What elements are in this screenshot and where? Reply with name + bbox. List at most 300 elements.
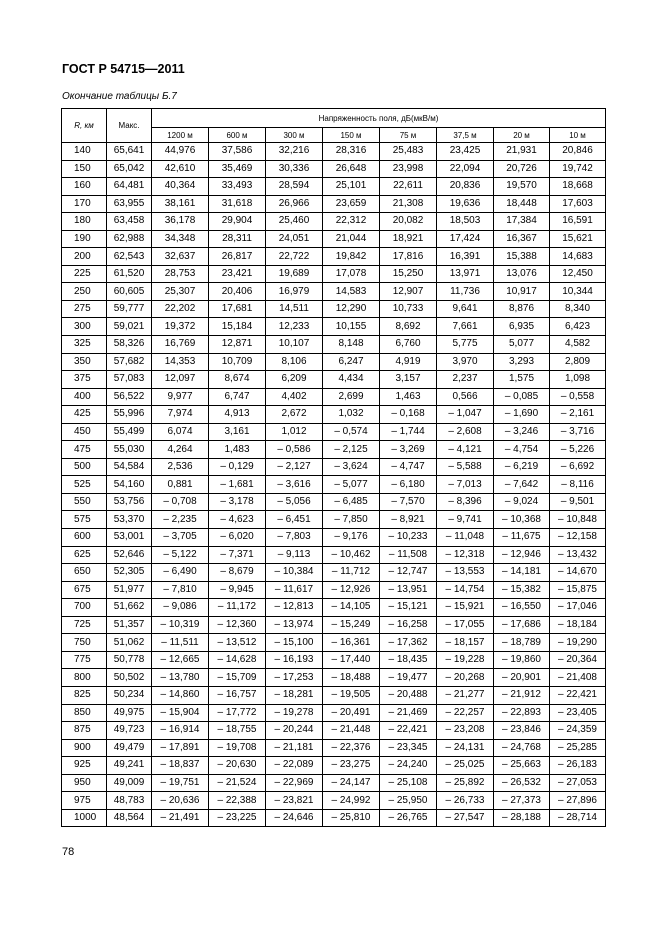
value-cell: 26,648 xyxy=(323,160,380,178)
value-cell: 40,364 xyxy=(152,178,209,196)
value-cell: 15,250 xyxy=(380,265,437,283)
table-caption: Окончание таблицы Б.7 xyxy=(62,91,177,102)
value-cell: – 10,848 xyxy=(550,511,606,529)
value-cell: 18,448 xyxy=(494,195,550,213)
value-cell: – 18,281 xyxy=(266,686,323,704)
value-cell: – 4,754 xyxy=(494,441,550,459)
value-cell: – 17,686 xyxy=(494,616,550,634)
column-header-height: 75 м xyxy=(380,128,437,143)
value-cell: – 14,628 xyxy=(209,651,266,669)
value-cell: 23,998 xyxy=(380,160,437,178)
column-group-header: Напряженность поля, дБ(мкВ/м) xyxy=(152,109,606,128)
value-cell: 12,871 xyxy=(209,336,266,354)
value-cell: – 23,208 xyxy=(437,722,494,740)
value-cell: – 10,384 xyxy=(266,564,323,582)
value-cell: – 21,912 xyxy=(494,686,550,704)
table-row xyxy=(62,669,606,687)
value-cell: – 7,810 xyxy=(152,581,209,599)
value-cell: – 21,181 xyxy=(266,739,323,757)
distance-cell: 950 xyxy=(62,774,107,792)
value-cell: 12,450 xyxy=(550,265,606,283)
value-cell: 14,353 xyxy=(152,353,209,371)
table-row xyxy=(62,493,606,511)
distance-cell: 140 xyxy=(62,143,107,161)
table-row xyxy=(62,704,606,722)
value-cell: 12,097 xyxy=(152,371,209,389)
value-cell: – 25,025 xyxy=(437,757,494,775)
value-cell: – 13,951 xyxy=(380,581,437,599)
value-cell: 19,636 xyxy=(437,195,494,213)
distance-cell: 700 xyxy=(62,599,107,617)
distance-cell: 550 xyxy=(62,493,107,511)
value-cell: – 7,570 xyxy=(380,493,437,511)
value-cell: – 11,617 xyxy=(266,581,323,599)
value-cell: 2,672 xyxy=(266,406,323,424)
table-row xyxy=(62,739,606,757)
max-cell: 57,083 xyxy=(107,371,152,389)
table-row xyxy=(62,160,606,178)
value-cell: – 0,129 xyxy=(209,458,266,476)
distance-cell: 850 xyxy=(62,704,107,722)
value-cell: – 5,122 xyxy=(152,546,209,564)
value-cell: – 12,926 xyxy=(323,581,380,599)
distance-cell: 200 xyxy=(62,248,107,266)
distance-cell: 675 xyxy=(62,581,107,599)
value-cell: 1,575 xyxy=(494,371,550,389)
value-cell: – 15,904 xyxy=(152,704,209,722)
value-cell: – 16,757 xyxy=(209,686,266,704)
value-cell: – 26,183 xyxy=(550,757,606,775)
distance-cell: 875 xyxy=(62,722,107,740)
distance-cell: 325 xyxy=(62,336,107,354)
value-cell: – 27,547 xyxy=(437,809,494,827)
table-row xyxy=(62,581,606,599)
value-cell: – 7,803 xyxy=(266,529,323,547)
value-cell: – 9,024 xyxy=(494,493,550,511)
distance-cell: 170 xyxy=(62,195,107,213)
value-cell: 25,460 xyxy=(266,213,323,231)
value-cell: – 5,588 xyxy=(437,458,494,476)
max-cell: 52,305 xyxy=(107,564,152,582)
value-cell: – 10,233 xyxy=(380,529,437,547)
value-cell: – 18,435 xyxy=(380,651,437,669)
value-cell: 3,157 xyxy=(380,371,437,389)
value-cell: 25,483 xyxy=(380,143,437,161)
value-cell: – 23,821 xyxy=(266,792,323,810)
value-cell: 8,340 xyxy=(550,300,606,318)
value-cell: – 20,244 xyxy=(266,722,323,740)
table-row xyxy=(62,178,606,196)
value-cell: – 25,663 xyxy=(494,757,550,775)
value-cell: – 0,574 xyxy=(323,423,380,441)
value-cell: – 28,714 xyxy=(550,809,606,827)
value-cell: – 9,501 xyxy=(550,493,606,511)
value-cell: – 17,253 xyxy=(266,669,323,687)
table-row xyxy=(62,441,606,459)
max-cell: 65,042 xyxy=(107,160,152,178)
value-cell: – 18,837 xyxy=(152,757,209,775)
value-cell: – 21,491 xyxy=(152,809,209,827)
value-cell: – 4,747 xyxy=(380,458,437,476)
value-cell: – 9,945 xyxy=(209,581,266,599)
value-cell: – 14,105 xyxy=(323,599,380,617)
max-cell: 55,499 xyxy=(107,423,152,441)
value-cell: 10,709 xyxy=(209,353,266,371)
max-cell: 51,062 xyxy=(107,634,152,652)
value-cell: 22,202 xyxy=(152,300,209,318)
value-cell: 16,979 xyxy=(266,283,323,301)
value-cell: – 25,810 xyxy=(323,809,380,827)
max-cell: 60,605 xyxy=(107,283,152,301)
value-cell: – 15,921 xyxy=(437,599,494,617)
value-cell: 7,974 xyxy=(152,406,209,424)
value-cell: 20,726 xyxy=(494,160,550,178)
value-cell: – 26,733 xyxy=(437,792,494,810)
value-cell: 9,641 xyxy=(437,300,494,318)
column-header-max: Макс. xyxy=(107,109,152,143)
value-cell: – 11,172 xyxy=(209,599,266,617)
value-cell: 10,344 xyxy=(550,283,606,301)
value-cell: 6,760 xyxy=(380,336,437,354)
max-cell: 49,009 xyxy=(107,774,152,792)
value-cell: 14,511 xyxy=(266,300,323,318)
value-cell: 18,921 xyxy=(380,230,437,248)
table-row xyxy=(62,388,606,406)
value-cell: – 2,161 xyxy=(550,406,606,424)
value-cell: 2,237 xyxy=(437,371,494,389)
value-cell: 42,610 xyxy=(152,160,209,178)
value-cell: 14,683 xyxy=(550,248,606,266)
value-cell: 2,536 xyxy=(152,458,209,476)
value-cell: 1,098 xyxy=(550,371,606,389)
value-cell: 8,876 xyxy=(494,300,550,318)
value-cell: 3,293 xyxy=(494,353,550,371)
distance-cell: 575 xyxy=(62,511,107,529)
value-cell: 8,674 xyxy=(209,371,266,389)
value-cell: – 3,705 xyxy=(152,529,209,547)
distance-cell: 600 xyxy=(62,529,107,547)
value-cell: – 9,113 xyxy=(266,546,323,564)
value-cell: – 14,860 xyxy=(152,686,209,704)
value-cell: 12,290 xyxy=(323,300,380,318)
value-cell: – 13,974 xyxy=(266,616,323,634)
value-cell: – 19,708 xyxy=(209,739,266,757)
max-cell: 54,584 xyxy=(107,458,152,476)
value-cell: 21,308 xyxy=(380,195,437,213)
value-cell: – 18,789 xyxy=(494,634,550,652)
value-cell: 4,264 xyxy=(152,441,209,459)
table-row xyxy=(62,476,606,494)
value-cell: – 25,950 xyxy=(380,792,437,810)
value-cell: 6,935 xyxy=(494,318,550,336)
value-cell: – 24,992 xyxy=(323,792,380,810)
value-cell: 0,566 xyxy=(437,388,494,406)
distance-cell: 475 xyxy=(62,441,107,459)
value-cell: – 22,421 xyxy=(550,686,606,704)
max-cell: 57,682 xyxy=(107,353,152,371)
value-cell: – 0,168 xyxy=(380,406,437,424)
value-cell: – 8,396 xyxy=(437,493,494,511)
value-cell: – 19,860 xyxy=(494,651,550,669)
value-cell: 17,384 xyxy=(494,213,550,231)
max-cell: 62,988 xyxy=(107,230,152,248)
document-code: ГОСТ Р 54715—2011 xyxy=(62,62,185,76)
table-row xyxy=(62,300,606,318)
value-cell: 22,312 xyxy=(323,213,380,231)
value-cell: – 16,361 xyxy=(323,634,380,652)
value-cell: 44,976 xyxy=(152,143,209,161)
value-cell: 4,402 xyxy=(266,388,323,406)
value-cell: – 18,184 xyxy=(550,616,606,634)
value-cell: – 20,268 xyxy=(437,669,494,687)
distance-cell: 825 xyxy=(62,686,107,704)
value-cell: 3,161 xyxy=(209,423,266,441)
value-cell: – 12,747 xyxy=(380,564,437,582)
value-cell: 20,836 xyxy=(437,178,494,196)
value-cell: 10,917 xyxy=(494,283,550,301)
value-cell: 6,747 xyxy=(209,388,266,406)
value-cell: – 22,388 xyxy=(209,792,266,810)
column-header-height: 20 м xyxy=(494,128,550,143)
value-cell: 4,919 xyxy=(380,353,437,371)
value-cell: 1,463 xyxy=(380,388,437,406)
value-cell: – 10,319 xyxy=(152,616,209,634)
table-row xyxy=(62,634,606,652)
value-cell: – 22,969 xyxy=(266,774,323,792)
value-cell: 10,733 xyxy=(380,300,437,318)
value-cell: – 6,692 xyxy=(550,458,606,476)
value-cell: – 24,131 xyxy=(437,739,494,757)
value-cell: 16,367 xyxy=(494,230,550,248)
distance-cell: 225 xyxy=(62,265,107,283)
value-cell: – 19,290 xyxy=(550,634,606,652)
column-header-height: 300 м xyxy=(266,128,323,143)
distance-cell: 750 xyxy=(62,634,107,652)
value-cell: 26,966 xyxy=(266,195,323,213)
value-cell: – 24,147 xyxy=(323,774,380,792)
table-row xyxy=(62,406,606,424)
value-cell: – 20,488 xyxy=(380,686,437,704)
value-cell: 28,316 xyxy=(323,143,380,161)
max-cell: 58,326 xyxy=(107,336,152,354)
value-cell: 19,689 xyxy=(266,265,323,283)
value-cell: – 13,553 xyxy=(437,564,494,582)
max-cell: 50,502 xyxy=(107,669,152,687)
value-cell: 32,637 xyxy=(152,248,209,266)
value-cell: 3,970 xyxy=(437,353,494,371)
value-cell: 4,582 xyxy=(550,336,606,354)
value-cell: 21,044 xyxy=(323,230,380,248)
max-cell: 49,975 xyxy=(107,704,152,722)
value-cell: – 15,249 xyxy=(323,616,380,634)
table-row xyxy=(62,511,606,529)
value-cell: – 22,257 xyxy=(437,704,494,722)
value-cell: – 22,089 xyxy=(266,757,323,775)
value-cell: – 16,914 xyxy=(152,722,209,740)
table-row xyxy=(62,265,606,283)
value-cell: 8,148 xyxy=(323,336,380,354)
column-header-height: 150 м xyxy=(323,128,380,143)
value-cell: 36,178 xyxy=(152,213,209,231)
value-cell: – 15,709 xyxy=(209,669,266,687)
value-cell: – 26,532 xyxy=(494,774,550,792)
value-cell: – 10,462 xyxy=(323,546,380,564)
value-cell: – 26,765 xyxy=(380,809,437,827)
distance-cell: 375 xyxy=(62,371,107,389)
value-cell: – 20,901 xyxy=(494,669,550,687)
value-cell: – 23,275 xyxy=(323,757,380,775)
value-cell: – 11,508 xyxy=(380,546,437,564)
table-row xyxy=(62,564,606,582)
value-cell: 6,209 xyxy=(266,371,323,389)
distance-cell: 160 xyxy=(62,178,107,196)
max-cell: 53,370 xyxy=(107,511,152,529)
value-cell: – 1,744 xyxy=(380,423,437,441)
table-row xyxy=(62,423,606,441)
value-cell: – 27,373 xyxy=(494,792,550,810)
max-cell: 52,646 xyxy=(107,546,152,564)
table-row xyxy=(62,371,606,389)
value-cell: – 14,670 xyxy=(550,564,606,582)
max-cell: 63,458 xyxy=(107,213,152,231)
value-cell: 17,424 xyxy=(437,230,494,248)
value-cell: – 18,488 xyxy=(323,669,380,687)
value-cell: – 21,469 xyxy=(380,704,437,722)
value-cell: – 5,056 xyxy=(266,493,323,511)
value-cell: – 0,708 xyxy=(152,493,209,511)
table-row xyxy=(62,792,606,810)
value-cell: – 19,477 xyxy=(380,669,437,687)
value-cell: 2,699 xyxy=(323,388,380,406)
value-cell: – 16,550 xyxy=(494,599,550,617)
value-cell: – 22,376 xyxy=(323,739,380,757)
value-cell: – 21,524 xyxy=(209,774,266,792)
value-cell: 6,247 xyxy=(323,353,380,371)
value-cell: – 20,630 xyxy=(209,757,266,775)
value-cell: 1,032 xyxy=(323,406,380,424)
value-cell: 28,311 xyxy=(209,230,266,248)
value-cell: 13,971 xyxy=(437,265,494,283)
column-header-r: R, км xyxy=(62,109,107,143)
value-cell: – 7,013 xyxy=(437,476,494,494)
value-cell: – 9,086 xyxy=(152,599,209,617)
value-cell: 19,570 xyxy=(494,178,550,196)
value-cell: 14,583 xyxy=(323,283,380,301)
value-cell: 15,388 xyxy=(494,248,550,266)
value-cell: 16,769 xyxy=(152,336,209,354)
value-cell: – 20,636 xyxy=(152,792,209,810)
value-cell: – 24,646 xyxy=(266,809,323,827)
distance-cell: 525 xyxy=(62,476,107,494)
max-cell: 49,723 xyxy=(107,722,152,740)
value-cell: – 3,246 xyxy=(494,423,550,441)
value-cell: 5,775 xyxy=(437,336,494,354)
value-cell: 6,423 xyxy=(550,318,606,336)
value-cell: 0,881 xyxy=(152,476,209,494)
value-cell: 19,742 xyxy=(550,160,606,178)
value-cell: 1,012 xyxy=(266,423,323,441)
distance-cell: 725 xyxy=(62,616,107,634)
value-cell: – 17,362 xyxy=(380,634,437,652)
value-cell: 10,107 xyxy=(266,336,323,354)
value-cell: – 10,368 xyxy=(494,511,550,529)
value-cell: – 9,176 xyxy=(323,529,380,547)
max-cell: 54,160 xyxy=(107,476,152,494)
value-cell: – 4,623 xyxy=(209,511,266,529)
value-cell: 32,216 xyxy=(266,143,323,161)
value-cell: – 27,053 xyxy=(550,774,606,792)
value-cell: – 12,813 xyxy=(266,599,323,617)
table-row xyxy=(62,248,606,266)
table-row xyxy=(62,230,606,248)
max-cell: 51,977 xyxy=(107,581,152,599)
max-cell: 48,783 xyxy=(107,792,152,810)
value-cell: 2,809 xyxy=(550,353,606,371)
value-cell: 28,594 xyxy=(266,178,323,196)
value-cell: 23,425 xyxy=(437,143,494,161)
max-cell: 49,479 xyxy=(107,739,152,757)
table-row xyxy=(62,529,606,547)
table-row xyxy=(62,809,606,827)
value-cell: – 27,896 xyxy=(550,792,606,810)
value-cell: – 6,490 xyxy=(152,564,209,582)
value-cell: – 5,077 xyxy=(323,476,380,494)
table-row xyxy=(62,318,606,336)
value-cell: 17,078 xyxy=(323,265,380,283)
value-cell: – 2,608 xyxy=(437,423,494,441)
column-header-height: 10 м xyxy=(550,128,606,143)
max-cell: 61,520 xyxy=(107,265,152,283)
value-cell: 12,233 xyxy=(266,318,323,336)
table-row xyxy=(62,283,606,301)
value-cell: 29,904 xyxy=(209,213,266,231)
value-cell: – 13,432 xyxy=(550,546,606,564)
value-cell: – 17,772 xyxy=(209,704,266,722)
value-cell: – 7,642 xyxy=(494,476,550,494)
table-row xyxy=(62,757,606,775)
value-cell: – 18,755 xyxy=(209,722,266,740)
value-cell: 23,659 xyxy=(323,195,380,213)
value-cell: 15,184 xyxy=(209,318,266,336)
value-cell: – 15,875 xyxy=(550,581,606,599)
value-cell: – 14,754 xyxy=(437,581,494,599)
value-cell: 4,434 xyxy=(323,371,380,389)
value-cell: – 16,258 xyxy=(380,616,437,634)
value-cell: – 22,893 xyxy=(494,704,550,722)
distance-cell: 250 xyxy=(62,283,107,301)
value-cell: 15,621 xyxy=(550,230,606,248)
value-cell: – 25,892 xyxy=(437,774,494,792)
value-cell: 18,668 xyxy=(550,178,606,196)
value-cell: – 8,116 xyxy=(550,476,606,494)
value-cell: – 12,946 xyxy=(494,546,550,564)
max-cell: 55,030 xyxy=(107,441,152,459)
value-cell: – 7,850 xyxy=(323,511,380,529)
value-cell: – 0,586 xyxy=(266,441,323,459)
max-cell: 53,001 xyxy=(107,529,152,547)
value-cell: – 3,616 xyxy=(266,476,323,494)
table-row xyxy=(62,722,606,740)
value-cell: – 13,780 xyxy=(152,669,209,687)
value-cell: – 11,511 xyxy=(152,634,209,652)
column-header-height: 600 м xyxy=(209,128,266,143)
value-cell: 11,736 xyxy=(437,283,494,301)
value-cell: 23,421 xyxy=(209,265,266,283)
distance-cell: 625 xyxy=(62,546,107,564)
distance-cell: 425 xyxy=(62,406,107,424)
value-cell: 7,661 xyxy=(437,318,494,336)
value-cell: 20,846 xyxy=(550,143,606,161)
